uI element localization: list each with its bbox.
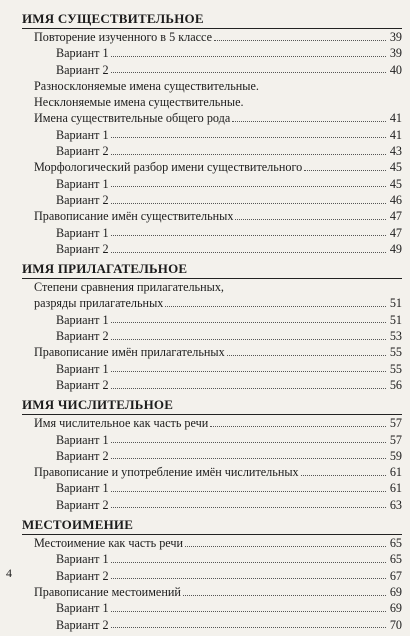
toc-entry [22, 480, 402, 496]
dot-leader [111, 499, 386, 508]
dot-leader [111, 146, 386, 155]
toc-entry-page: 41 [389, 111, 402, 126]
toc-entry-title: Вариант 1 [56, 312, 109, 327]
toc-entry-title: Вариант 2 [56, 241, 109, 256]
toc-section-pronouns [22, 516, 402, 633]
toc-entry-page: 45 [389, 160, 402, 175]
dot-leader [111, 178, 386, 187]
toc-entry-page: 47 [389, 209, 402, 224]
toc-entry-page: 57 [389, 432, 402, 447]
toc-entry-title: Вариант 2 [56, 62, 109, 77]
toc-entry-title: Вариант 2 [56, 329, 109, 344]
toc-entry-title: Вариант 1 [56, 46, 109, 61]
toc-entry [22, 568, 402, 584]
dot-leader [111, 331, 386, 340]
dot-leader [111, 434, 386, 443]
toc-entry-page: 59 [389, 448, 402, 463]
dot-leader [111, 554, 386, 563]
dot-leader [111, 314, 386, 323]
toc-entry-page: 51 [389, 296, 402, 311]
toc-entry [22, 29, 402, 45]
toc-entry-page: 39 [389, 30, 402, 44]
dot-leader [111, 380, 386, 389]
toc-entry-title: Правописание и употребление имён числительных [34, 465, 299, 480]
dot-leader [111, 64, 386, 73]
toc-entry [22, 225, 402, 241]
toc-entry-page: 46 [389, 192, 402, 207]
dot-leader [111, 363, 386, 372]
toc-entry-title: Вариант 2 [56, 144, 109, 159]
toc-entry [22, 295, 402, 311]
toc-entry [22, 279, 402, 295]
toc-entry-page: 45 [389, 176, 402, 191]
toc-entry [22, 584, 402, 600]
dot-leader [214, 32, 386, 41]
toc-entry-page: 39 [389, 46, 402, 61]
toc-entry-page: 43 [389, 144, 402, 159]
toc-entry-title: Повторение изученного в 5 классе [34, 30, 213, 44]
dot-leader [210, 418, 386, 427]
dot-leader [246, 97, 386, 105]
toc-entry-title: Правописание местоимений [34, 584, 181, 599]
toc-entry [22, 78, 402, 94]
toc-entry-title: Имена существительные общего рода [34, 111, 231, 126]
toc-entry-page: 63 [389, 497, 402, 512]
toc-entry-title: Правописание имён прилагательных [34, 345, 225, 360]
toc-entry [22, 344, 402, 360]
dot-leader [227, 347, 386, 356]
toc-entry [22, 617, 402, 633]
toc-entry [22, 377, 402, 393]
toc-entry-page: 56 [389, 377, 402, 392]
toc-entry [22, 448, 402, 464]
toc-entry-page: 65 [389, 536, 402, 551]
toc-entry-title: Вариант 2 [56, 377, 109, 392]
toc-entry [22, 143, 402, 159]
toc-entry-page: 49 [389, 241, 402, 256]
section-heading: ИМЯ ПРИЛАГАТЕЛЬНОЕ [22, 261, 188, 277]
dot-leader [226, 282, 386, 290]
toc-entry [22, 312, 402, 328]
toc-entry [22, 415, 402, 431]
toc-entry-page: 55 [389, 361, 402, 376]
dot-leader [185, 538, 386, 547]
toc-entry-title: Вариант 2 [56, 497, 109, 512]
toc-entry-title: Вариант 1 [56, 552, 109, 567]
toc-entry-title: Вариант 2 [56, 448, 109, 463]
dot-leader [111, 244, 386, 253]
toc-section-nouns [22, 10, 402, 257]
toc-entry-page: 70 [389, 617, 402, 632]
toc-entry [22, 551, 402, 567]
dot-leader [165, 298, 386, 307]
toc-entry-title: Вариант 1 [56, 361, 109, 376]
toc-entry [22, 361, 402, 377]
toc-entry [22, 600, 402, 616]
toc-entry-title: Местоимение как часть речи [34, 536, 184, 551]
dot-leader [232, 113, 386, 122]
toc-entry-page: 53 [389, 329, 402, 344]
toc-entry-page: 51 [389, 312, 402, 327]
toc-entry [22, 497, 402, 513]
dot-leader [111, 570, 386, 579]
toc-entry-page: 47 [389, 225, 402, 240]
toc-entry [22, 110, 402, 126]
toc-entry-title: Вариант 1 [56, 601, 109, 616]
toc-entry-page: 55 [389, 345, 402, 360]
toc-entry-title: Вариант 1 [56, 225, 109, 240]
page-number: 4 [6, 566, 12, 580]
toc-entry [22, 208, 402, 224]
toc-entry-page: 40 [389, 62, 402, 77]
dot-leader [301, 467, 386, 476]
toc-entry [22, 94, 402, 110]
toc-entry-page: 65 [389, 552, 402, 567]
toc-entry-page: 61 [389, 465, 402, 480]
dot-leader [183, 587, 386, 596]
toc-entry-page: 57 [389, 416, 402, 431]
dot-leader [111, 483, 386, 492]
toc-section-numerals [22, 396, 402, 513]
toc-entry [22, 192, 402, 208]
toc-entry-title: Вариант 1 [56, 481, 109, 496]
section-heading: ИМЯ ЧИСЛИТЕЛЬНОЕ [22, 397, 174, 413]
dot-leader [111, 129, 386, 138]
toc-section-adjectives [22, 260, 402, 393]
toc-entry-title: Степени сравнения прилагательных, [34, 280, 224, 295]
toc-entry-title: Правописание имён существительных [34, 209, 234, 224]
toc-entry-page: 67 [389, 568, 402, 583]
toc-entry-page: 41 [389, 127, 402, 142]
toc-entry [22, 241, 402, 257]
toc-entry-title: Вариант 2 [56, 568, 109, 583]
toc-entry [22, 464, 402, 480]
toc-entry [22, 45, 402, 61]
section-heading: ИМЯ СУЩЕСТВИТЕЛЬНОЕ [22, 11, 204, 26]
toc-entry-title: Вариант 1 [56, 176, 109, 191]
toc-entry-title: Имя числительное как часть речи [34, 416, 209, 431]
dot-leader [235, 211, 386, 220]
toc-entry-title: Вариант 1 [56, 127, 109, 142]
toc-entry-title: разряды прилагательных [34, 296, 164, 311]
toc-entry-page: 61 [389, 481, 402, 496]
dot-leader [111, 48, 386, 57]
toc-entry-title: Разносклоняемые имена существительные. [34, 78, 259, 93]
dot-leader [111, 619, 386, 628]
toc-entry-title: Вариант 2 [56, 617, 109, 632]
toc-entry [22, 535, 402, 551]
dot-leader [111, 450, 386, 459]
dot-leader [304, 162, 386, 171]
dot-leader [261, 81, 386, 89]
toc-entry-title: Морфологический разбор имени существительного [34, 160, 303, 175]
table-of-contents [22, 10, 402, 636]
toc-entry-title: Несклоняемые имена существительные. [34, 95, 244, 110]
toc-entry [22, 176, 402, 192]
dot-leader [111, 227, 386, 236]
toc-entry [22, 62, 402, 78]
toc-entry-title: Вариант 2 [56, 192, 109, 207]
toc-entry-title: Вариант 1 [56, 432, 109, 447]
toc-entry [22, 159, 402, 175]
toc-entry-page: 69 [389, 584, 402, 599]
toc-entry [22, 432, 402, 448]
toc-entry [22, 127, 402, 143]
dot-leader [111, 195, 386, 204]
toc-entry [22, 328, 402, 344]
toc-entry-page: 69 [389, 601, 402, 616]
dot-leader [111, 603, 386, 612]
section-heading: МЕСТОИМЕНИЕ [22, 517, 134, 533]
